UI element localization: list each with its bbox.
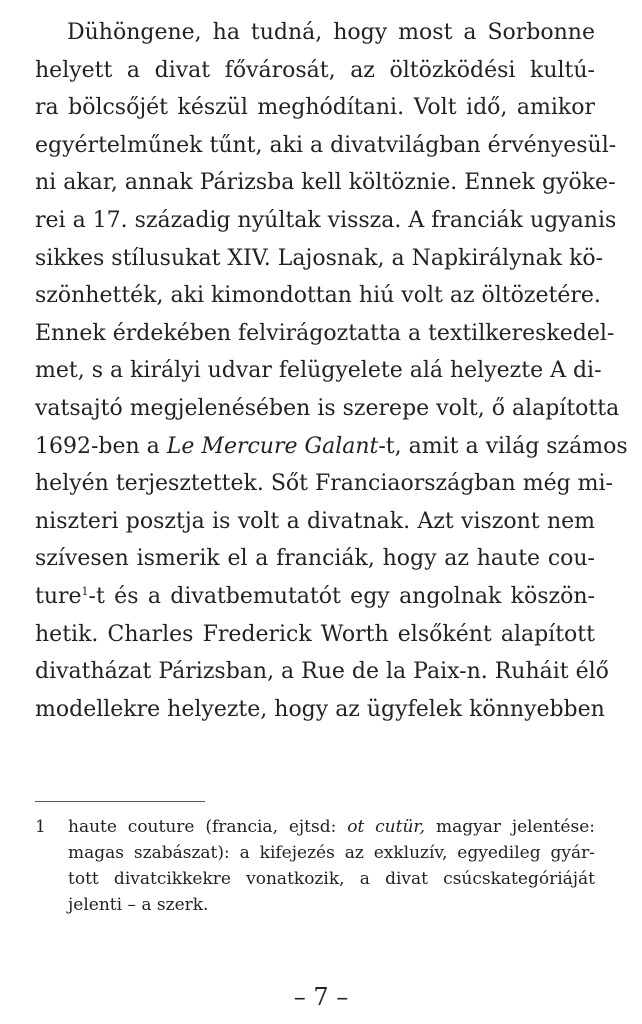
text-line: [35, 578, 595, 616]
text-line: sikkes stílusukat XIV. Lajosnak, a Napkirálynak kö-: [35, 245, 604, 271]
text-line: egyértelműnek tűnt, aki a divatvilágban érvényesül-: [35, 132, 617, 158]
text-segment: -t és a divatbemutatót egy angolnak köszön-: [88, 583, 595, 609]
text-line: szívesen ismerik el a franciák, hogy az haute cou-: [35, 546, 595, 572]
footnote-reference[interactable]: 1: [81, 584, 89, 598]
text-segment: magyar jelentése:: [425, 817, 596, 837]
text-line: Dühöngene, ha tudná, hogy most a Sorbonne: [67, 20, 595, 45]
footnote-divider: [35, 801, 205, 802]
text-line: niszteri posztja is volt a divatnak. Azt viszont nem: [35, 508, 595, 534]
text-line: szönhették, aki kimondottan hiú volt az öltözetére.: [35, 283, 601, 309]
text-line: rei a 17. századig nyúltak vissza. A franciák ugyanis: [35, 207, 617, 233]
journal-title: Le Mercure Galant: [166, 433, 379, 459]
text-line: ra bölcsőjét készül meghódítani. Volt idő, amikor: [35, 95, 595, 121]
body-text: [35, 14, 628, 728]
text-line: modellekre helyezte, hogy az ügyfelek könnyebben: [35, 696, 605, 722]
pronunciation: ot cutür,: [347, 817, 426, 837]
footnote-line: [68, 814, 595, 840]
text-line: Ennek érdekében felvirágoztatta a textilkereskedel-: [35, 320, 615, 346]
footnote-line: tott divatcikkekre vonatkozik, a divat csúcskategóriáját: [68, 869, 595, 889]
text-line: vatsajtó megjelenésében is szerepe volt, ő alapította: [35, 395, 620, 421]
text-line: divatházat Párizsban, a Rue de la Paix-n. Ruháit élő: [35, 659, 609, 685]
text-line: ni akar, annak Párizsba kell költöznie. Ennek gyöke-: [35, 170, 616, 196]
text-line: hetik. Charles Frederick Worth elsőként alapított: [35, 621, 595, 647]
text-segment: -t, amit a világ számos: [378, 433, 628, 459]
footnote-line: magas szabászat): a kifejezés az exkluzív, egyedileg gyár-: [68, 843, 595, 863]
text-segment: haute couture (francia, ejtsd:: [68, 817, 348, 837]
text-line: [35, 428, 628, 466]
text-segment: 1692-ben a: [35, 433, 167, 459]
footnote-number: 1: [35, 817, 46, 837]
page-number: – 7 –: [293, 983, 349, 1011]
text-line: helyett a divat fővárosát, az öltözködési kultú-: [35, 57, 595, 83]
text-segment: ture: [35, 583, 82, 609]
text-line: met, s a királyi udvar felügyelete alá helyezte A di-: [35, 358, 602, 384]
footnote-line: jelenti – a szerk.: [68, 895, 209, 915]
text-line: helyén terjesztettek. Sőt Franciaországban még mi-: [35, 471, 613, 497]
footnote-text: [68, 814, 595, 918]
